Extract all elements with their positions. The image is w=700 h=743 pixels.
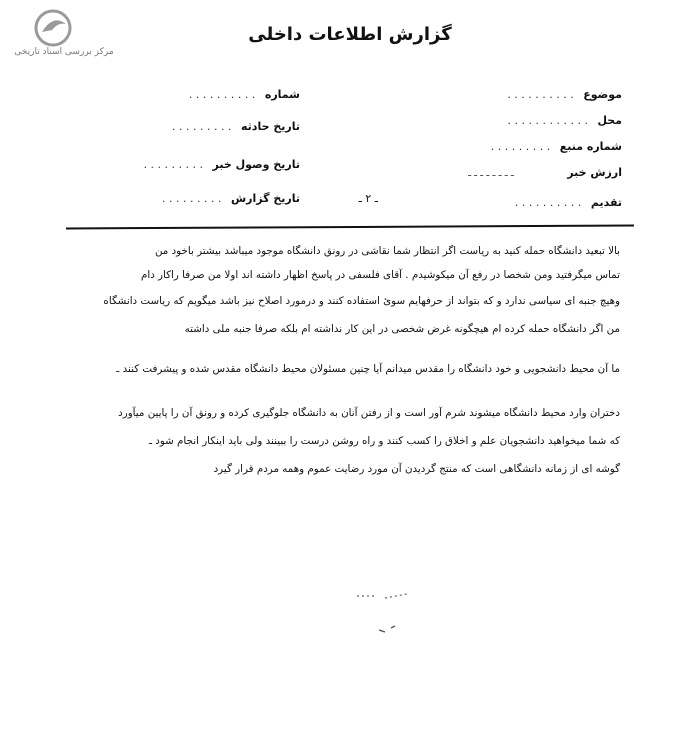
field-number-label: شماره <box>264 88 300 101</box>
field-event-date-label: تاریخ حادثه <box>241 120 300 133</box>
field-location-label: محل <box>597 114 622 127</box>
field-source-value-label: ارزش خبر <box>567 166 622 179</box>
body-line: گوشه ای از زمانه دانشگاهی است که منتج گردیدن آن مورد رضایت عموم وهمه مردم قرار گیرد <box>213 463 620 475</box>
field-report-date <box>162 192 300 205</box>
field-location <box>508 114 622 127</box>
field-receipt-date-label: تاریخ وصول خبر <box>212 158 300 171</box>
field-source-number-dots: . . . . . . . . . <box>490 140 551 153</box>
field-evaluation <box>515 196 622 209</box>
field-event-date <box>172 120 300 133</box>
field-source-value <box>468 166 622 179</box>
archive-logo-icon <box>28 8 78 52</box>
body-line: من اگر دانشگاه حمله کرده ام هیچگونه غرض شخصی در این کار نداشته ام بلکه صرفا جنبه ملی داشته <box>184 323 620 335</box>
body-line: وهیچ جنبه ای سیاسی ندارد و که بتواند از حرفهایم سوئ استفاده کنند و درمورد اصلاح نیز باشد میگویم که ریاست دانشگاه <box>103 295 620 307</box>
header-divider <box>66 225 634 230</box>
body-line: که شما میخواهید دانشجویان علم و اخلاق را کسب کنند و راه روشن درست را ببینند ولی باید اینکار انجام شود ـ <box>148 435 620 447</box>
document-title: گزارش اطلاعات داخلی <box>248 24 452 45</box>
field-evaluation-label: تقدیم <box>590 196 622 209</box>
archive-name: مرکز بررسی اسناد تاریخی <box>14 47 114 57</box>
field-receipt-date <box>144 158 300 171</box>
field-source-number-label: شماره منبع <box>559 140 622 153</box>
body-line: تماس میگرفتید ومن شخصا در رفع آن میکوشیدم . آقای فلسفی در پاسخ اظهار داشته اند اولا من صرفا راکار دام <box>140 269 620 281</box>
body-line: ما آن محیط دانشجویی و خود دانشگاه را مقدس میدانم آیا چنین مسئولان محیط دانشگاه مقدس شده و پیشرفت کنند ـ <box>116 363 620 375</box>
field-source-number <box>491 140 622 153</box>
faint-mark-icon <box>355 590 415 640</box>
field-subject-dots: . . . . . . . . . . <box>507 88 574 101</box>
field-number <box>189 88 300 101</box>
field-event-date-dots: . . . . . . . . . <box>172 120 232 133</box>
body-line: دختران وارد محیط دانشگاه میشوند شرم آور است و از رفتن آنان به دانشگاه جلوگیری کرده و رونق آن را پایین میآورد <box>118 407 620 419</box>
field-report-date-value: ـ ۲ ـ <box>358 192 378 205</box>
field-subject-label: موضوع <box>583 88 622 101</box>
field-report-date-dots: . . . . . . . . . <box>162 192 222 205</box>
body-line: بالا تبعید دانشگاه حمله کنید به ریاست اگر انتظار شما نقاشی در رونق دانشگاه موجود میباشد بیشتر باخود من <box>154 245 620 257</box>
field-report-date-label: تاریخ گزارش <box>230 192 300 205</box>
field-receipt-date-dots: . . . . . . . . . <box>143 158 204 171</box>
field-subject <box>507 88 622 101</box>
field-source-value-text: ـ ـ ـ ـ ـ ـ ـ ـ <box>468 168 514 179</box>
field-evaluation-dots: . . . . . . . . . . <box>514 196 582 209</box>
field-location-dots: . . . . . . . . . . . . <box>507 114 588 127</box>
field-number-dots: . . . . . . . . . . <box>188 88 256 101</box>
